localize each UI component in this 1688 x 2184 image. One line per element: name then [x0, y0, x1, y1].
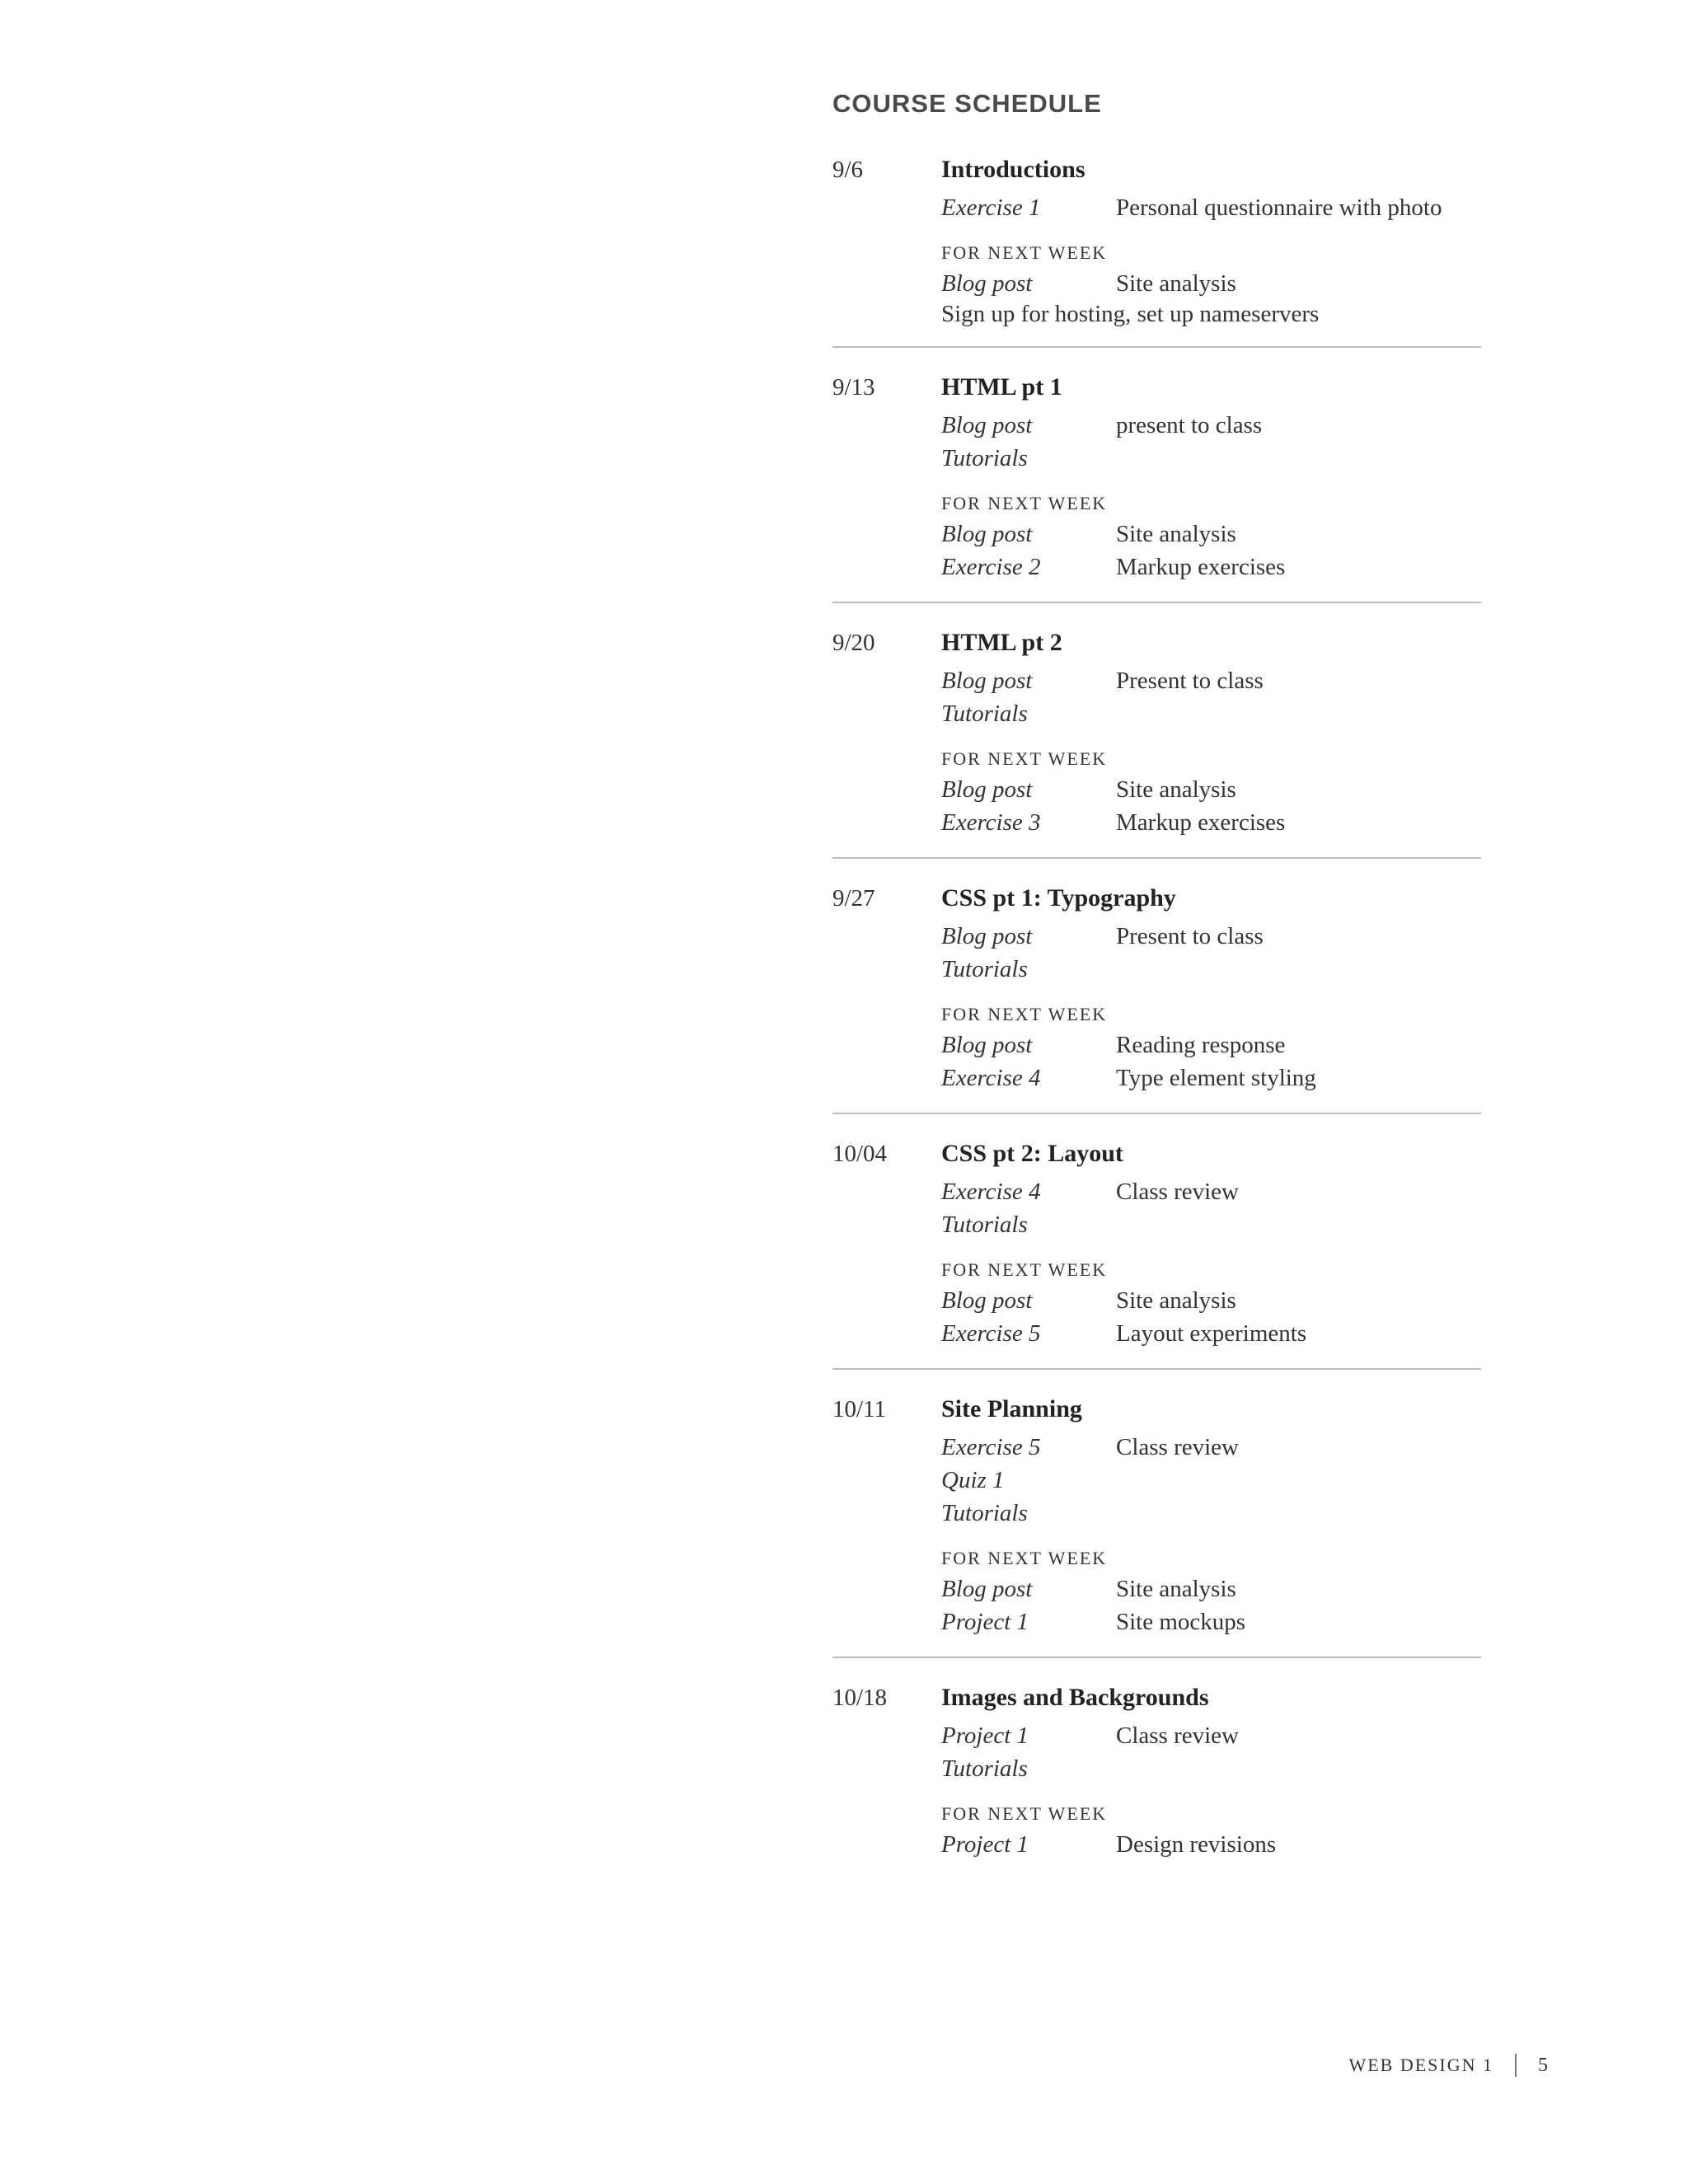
row-value: Site analysis — [1116, 521, 1236, 547]
week-date: 9/27 — [832, 885, 875, 912]
row-label: Tutorials — [941, 956, 1028, 982]
page-number: 5 — [1538, 2054, 1548, 2076]
week-note: Sign up for hosting, set up nameservers — [941, 301, 1320, 327]
schedule-row — [941, 1284, 1481, 1317]
row-label: Exercise 3 — [941, 809, 1041, 836]
week-date: 9/6 — [832, 157, 864, 183]
week-date: 9/20 — [832, 630, 875, 656]
row-value — [1116, 1208, 1481, 1241]
row-value: Present to class — [1116, 923, 1264, 949]
schedule-row — [941, 664, 1481, 697]
row-value: Site analysis — [1116, 1287, 1236, 1314]
schedule-row — [941, 1752, 1481, 1785]
schedule-row — [941, 1175, 1481, 1208]
row-label: Exercise 5 — [941, 1320, 1041, 1347]
page-footer — [1348, 2054, 1548, 2077]
schedule-week — [832, 371, 1481, 603]
schedule-week — [832, 1681, 1481, 1879]
row-value: Reading response — [1116, 1032, 1286, 1058]
schedule-row — [941, 1572, 1481, 1605]
next-week-label: FOR NEXT WEEK — [941, 1803, 1108, 1824]
week-date: 10/11 — [832, 1396, 886, 1422]
row-value: Type element styling — [1116, 1065, 1316, 1091]
week-topic: Images and Backgrounds — [941, 1684, 1209, 1711]
schedule-row — [941, 697, 1481, 730]
row-label: Blog post — [941, 412, 1033, 438]
schedule-row — [941, 1719, 1481, 1752]
schedule-week — [832, 153, 1481, 348]
row-label: Tutorials — [941, 1755, 1028, 1782]
row-value — [1116, 697, 1481, 730]
row-value — [1116, 1497, 1481, 1530]
row-value: Design revisions — [1116, 1831, 1277, 1858]
row-value — [1116, 1752, 1481, 1785]
row-value: Markup exercises — [1116, 554, 1286, 580]
week-topic: Introductions — [941, 156, 1085, 183]
week-date: 10/18 — [832, 1685, 888, 1711]
row-value — [1116, 1464, 1481, 1497]
row-label: Tutorials — [941, 1212, 1028, 1238]
row-value: Markup exercises — [1116, 809, 1286, 836]
schedule-row — [941, 773, 1481, 806]
schedule-week — [832, 1137, 1481, 1370]
week-topic: HTML pt 1 — [941, 373, 1062, 401]
schedule-week — [832, 882, 1481, 1114]
row-label: Blog post — [941, 668, 1033, 694]
row-label: Tutorials — [941, 1500, 1028, 1526]
schedule-row — [941, 1029, 1481, 1062]
week-date: 10/04 — [832, 1141, 888, 1167]
row-label: Tutorials — [941, 701, 1028, 727]
row-value: Class review — [1116, 1434, 1239, 1460]
schedule-row — [941, 1605, 1481, 1638]
row-value: present to class — [1116, 412, 1263, 438]
row-label: Blog post — [941, 521, 1033, 547]
week-topic: CSS pt 1: Typography — [941, 884, 1176, 912]
row-value: Class review — [1116, 1722, 1239, 1749]
schedule-row — [941, 1317, 1481, 1350]
next-week-label: FOR NEXT WEEK — [941, 1004, 1108, 1024]
course-schedule — [832, 153, 1481, 1902]
row-label: Exercise 1 — [941, 194, 1041, 221]
row-label: Quiz 1 — [941, 1467, 1005, 1493]
schedule-week — [832, 626, 1481, 859]
schedule-row — [941, 518, 1481, 551]
schedule-row — [941, 920, 1481, 953]
schedule-row — [941, 1828, 1481, 1861]
week-date: 9/13 — [832, 374, 875, 401]
schedule-row — [941, 551, 1481, 583]
row-label: Exercise 2 — [941, 554, 1041, 580]
page-title: COURSE SCHEDULE — [832, 89, 1102, 118]
week-topic: Site Planning — [941, 1395, 1082, 1422]
next-week-label: FOR NEXT WEEK — [941, 493, 1108, 513]
schedule-row — [941, 442, 1481, 475]
row-value: Site mockups — [1116, 1609, 1246, 1635]
row-value: Present to class — [1116, 668, 1264, 694]
schedule-row — [941, 953, 1481, 986]
next-week-label: FOR NEXT WEEK — [941, 1548, 1108, 1568]
row-label: Blog post — [941, 270, 1033, 297]
row-label: Project 1 — [941, 1722, 1029, 1749]
row-label: Blog post — [941, 1576, 1033, 1602]
row-label: Project 1 — [941, 1831, 1029, 1858]
row-label: Tutorials — [941, 445, 1028, 471]
row-label: Exercise 4 — [941, 1179, 1041, 1205]
schedule-week — [832, 1393, 1481, 1658]
row-value: Site analysis — [1116, 1576, 1236, 1602]
row-value: Personal questionnaire with photo — [1116, 194, 1442, 221]
next-week-label: FOR NEXT WEEK — [941, 242, 1108, 263]
schedule-row — [941, 1431, 1481, 1464]
row-value — [1116, 953, 1481, 986]
row-label: Blog post — [941, 776, 1033, 803]
row-label: Blog post — [941, 1032, 1033, 1058]
next-week-label: FOR NEXT WEEK — [941, 748, 1108, 769]
next-week-label: FOR NEXT WEEK — [941, 1259, 1108, 1280]
schedule-row — [941, 1062, 1481, 1094]
schedule-row — [941, 191, 1481, 224]
row-value: Layout experiments — [1116, 1320, 1307, 1347]
row-value: Site analysis — [1116, 776, 1236, 803]
week-topic: CSS pt 2: Layout — [941, 1140, 1123, 1167]
row-label: Blog post — [941, 923, 1033, 949]
schedule-row — [941, 1464, 1481, 1497]
row-label: Exercise 4 — [941, 1065, 1041, 1091]
row-value: Class review — [1116, 1179, 1239, 1205]
footer-divider — [1515, 2054, 1517, 2077]
schedule-row — [941, 1208, 1481, 1241]
schedule-row — [941, 1497, 1481, 1530]
row-label: Project 1 — [941, 1609, 1029, 1635]
schedule-row — [941, 409, 1481, 442]
schedule-row — [941, 806, 1481, 839]
schedule-row — [941, 267, 1481, 300]
week-topic: HTML pt 2 — [941, 629, 1062, 656]
row-label: Blog post — [941, 1287, 1033, 1314]
row-label: Exercise 5 — [941, 1434, 1041, 1460]
row-value — [1116, 442, 1481, 475]
row-value: Site analysis — [1116, 270, 1236, 297]
footer-course-name: WEB DESIGN 1 — [1348, 2055, 1493, 2075]
